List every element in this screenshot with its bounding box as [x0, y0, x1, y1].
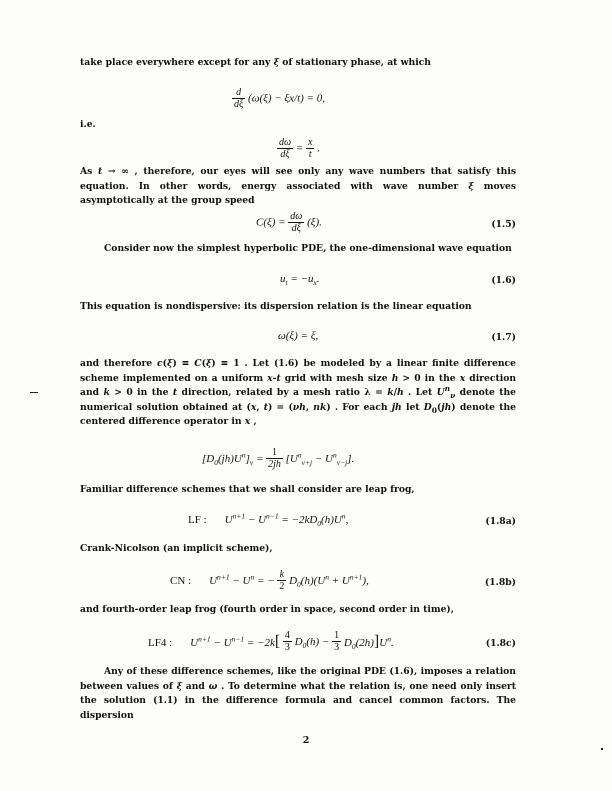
margin-mark: [30, 392, 38, 393]
paragraph-dispersion-relation: Any of these difference schemes, like the original PDE (1.6), imposes a relation between values of ξ and ω . To determine what the relation is, one need only insert the solution (1.1) in the difference formula and cancel common factors. The dispersion: [80, 666, 516, 721]
scan-speck: [601, 748, 603, 750]
paragraph-crank-nicolson: Crank-Nicolson (an implicit scheme),: [80, 543, 273, 554]
paragraph-ie: i.e.: [80, 119, 96, 130]
equation-number: (1.7): [491, 332, 516, 343]
equation-1-8c: LF4 : $U^{n+1} - U^{n-1} = -2k$[ $\frac{4}{3}$ $D_0(h)$ − $\frac{1}{3}$ $D_0(2h)]U^n$. (1.8c): [148, 630, 516, 653]
equation-number: (1.5): [491, 219, 516, 230]
scheme-label: CN :: [170, 574, 192, 587]
scheme-label: LF4 :: [148, 636, 173, 649]
paragraph-group-speed: As t → ∞ , therefore, our eyes will see only any wave numbers that satisfy this equation. In other words, energy associated with wave number ξ moves asymptotically at the group speed: [80, 166, 517, 206]
equation-1-5: C(ξ) = $\frac{d\omega}{d\xi}$ (ξ). (1.5): [256, 211, 516, 234]
page-number: 2: [302, 735, 310, 746]
equation-stationary: $\frac{d}{d\xi}$ (ω(ξ) − ξx/t) = 0,: [234, 87, 325, 110]
paragraph-wave-equation: Consider now the simplest hyperbolic PDE, the one-dimensional wave equation: [104, 243, 512, 254]
equation-number: (1.8b): [484, 577, 516, 588]
equation-number: (1.8c): [485, 638, 516, 649]
equation-d0: $[D_0(jh)U^n]_\nu$ = $\frac{1}{2jh}$ $[U^n_{\nu+j} - U^n_{\nu-j}]$.: [202, 447, 355, 470]
paragraph-familiar-schemes: Familiar difference schemes that we shall consider are leap frog,: [80, 484, 415, 495]
equation-1-8a: LF : $U^{n+1} - U^{n-1} = -2kD_0(h)U^n$, (1.8a): [188, 511, 516, 529]
equation-1-7: ω(ξ) = ξ, (1.7): [278, 330, 516, 343]
equation-dw-dxi: $\frac{d\omega}{d\xi}$ = $\frac{x}{t}$ .: [279, 137, 320, 160]
paragraph-finite-difference: and therefore c(ξ) ≡ C(ξ) ≡ 1 . Let (1.6) be modeled by a linear finite difference scheme implemented on a uniform x-t grid with mesh size h > 0 in the x direction and k > 0 in the t direction, related by a mesh ratio λ = k/h . Let $U^n_\nu$ denote the numerical solution obtained at (x, t) = (νh, nk) . For each jh let $D_0(jh)$ denote the centered difference operator in x ,: [80, 358, 517, 427]
paragraph-nondispersive: This equation is nondispersive: its dispersion relation is the linear equation: [80, 301, 472, 312]
paragraph-fourth-order: and fourth-order leap frog (fourth order in space, second order in time),: [80, 604, 454, 615]
paragraph-stationary-phase: take place everywhere except for any ξ of stationary phase, at which: [80, 57, 431, 68]
equation-1-6: $u_t = -u_x$. (1.6): [280, 273, 516, 288]
equation-number: (1.6): [491, 275, 516, 286]
equation-number: (1.8a): [485, 516, 516, 527]
scheme-label: LF :: [188, 514, 207, 526]
equation-1-8b: CN : $U^{n+1} - U^n$ = − $\frac{k}{2}$ $D_0(h)(U^n + U^{n+1})$, (1.8b): [170, 569, 516, 592]
